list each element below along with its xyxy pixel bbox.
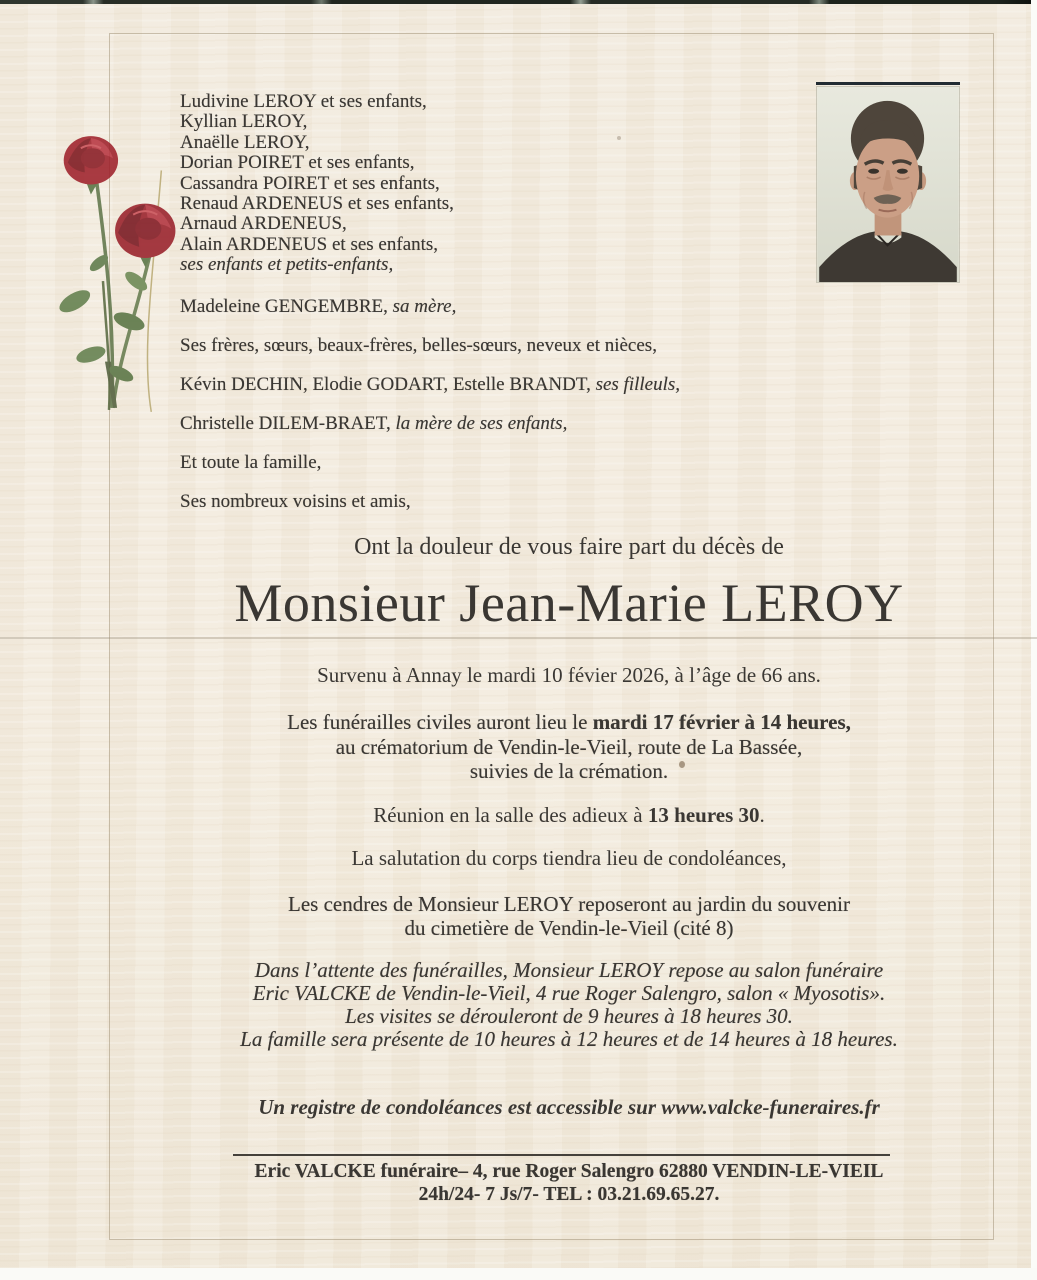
viewing-line: Les visites se dérouleront de 9 heures à 18 heures 30. <box>345 1004 793 1028</box>
scan-top-edge-artifact <box>0 0 1037 4</box>
funeral-home-footer <box>140 1160 998 1206</box>
relative-name: Madeleine GENGEMBRE, <box>180 296 393 317</box>
relative-role: ses filleuls, <box>595 374 681 395</box>
deceased-portrait-photo <box>816 82 960 283</box>
family-children-list <box>180 92 454 276</box>
condolence-register-line: Un registre de condoléances est accessible sur www.valcke-funeraires.fr <box>258 1095 880 1119</box>
scan-right-edge <box>1031 0 1037 1280</box>
relative-line <box>180 413 680 434</box>
relative-line <box>180 452 680 473</box>
funeral-line: au crématorium de Vendin-le-Vieil, route de La Bassée, <box>335 734 803 759</box>
announcement-intro: Ont la douleur de vous faire part du décès de <box>354 534 784 560</box>
mourner-line: Arnaud ARDENEUS, <box>180 213 347 235</box>
mourner-line: Ludivine LEROY et ses enfants, <box>180 91 427 112</box>
fold-crease-line <box>0 637 1037 639</box>
salutation-line: La salutation du corps tiendra lieu de condoléances, <box>351 846 787 870</box>
reunion-line: Réunion en la salle des adieux à 13 heures 30. <box>373 803 765 827</box>
mourner-line: Dorian POIRET et ses enfants, <box>180 152 415 174</box>
viewing-line: La famille sera présente de 10 heures à 12 heures et de 14 heures à 18 heures. <box>240 1027 898 1051</box>
viewing-line: Eric VALCKE de Vendin-le-Vieil, 4 rue Roger Salengro, salon « Myosotis». <box>252 981 886 1005</box>
viewing-line: Dans l’attente des funérailles, Monsieur LEROY repose au salon funéraire <box>254 958 884 982</box>
relative-line <box>180 374 680 395</box>
mourner-line: Kyllian LEROY, <box>180 111 308 133</box>
photo-top-line <box>816 82 960 85</box>
relative-name: Kévin DECHIN, Elodie GODART, Estelle BRANDT, <box>180 374 596 395</box>
relative-role: la mère de ses enfants, <box>395 413 568 434</box>
mourner-line: Cassandra POIRET et ses enfants, <box>180 172 440 194</box>
mourner-line: Anaëlle LEROY, <box>180 131 310 153</box>
roses-image <box>32 110 184 422</box>
ashes-line: Les cendres de Monsieur LEROY reposeront au jardin du souvenir <box>288 892 850 916</box>
relative-line <box>180 491 680 512</box>
death-date-line: Survenu à Annay le mardi 10 févier 2026, à l’âge de 66 ans. <box>317 663 821 687</box>
funeral-line: Les funérailles civiles auront lieu le mardi 17 février à 14 heures, <box>287 710 851 734</box>
relative-line <box>180 296 680 317</box>
mourner-line: Renaud ARDENEUS et ses enfants, <box>180 193 454 215</box>
viewing-details <box>140 959 998 1051</box>
relative-role: sa mère, <box>392 296 457 317</box>
funeral-home-address: Eric VALCKE funéraire– 4, rue Roger Salengro 62880 VENDIN-LE-VIEIL <box>254 1161 884 1182</box>
funeral-datetime: mardi 17 février à 14 heures, <box>592 710 851 734</box>
reunion-time: 13 heures 30 <box>647 803 760 827</box>
scan-speck <box>617 136 621 140</box>
funeral-details <box>140 710 998 784</box>
ashes-line: du cimetière de Vendin-le-Vieil (cité 8) <box>404 915 734 940</box>
scan-bottom-edge <box>0 1268 1037 1280</box>
relative-name: Ses frères, sœurs, beaux-frères, belles-sœurs, neveux et nièces, <box>180 335 657 356</box>
relative-name: Ses nombreux voisins et amis, <box>180 491 411 512</box>
mourner-line: Alain ARDENEUS et ses enfants, <box>180 233 439 255</box>
mourner-line-italic: ses enfants et petits-enfants, <box>180 254 394 276</box>
relative-line <box>180 335 680 356</box>
funeral-line: suivies de la crémation. <box>469 759 669 783</box>
ashes-details <box>140 893 998 940</box>
portrait-illustration <box>816 86 960 283</box>
relative-name: Christelle DILEM-BRAET, <box>180 413 396 434</box>
relative-name: Et toute la famille, <box>180 452 322 473</box>
funeral-home-phone: 24h/24- 7 Js/7- TEL : 03.21.69.65.27. <box>418 1184 720 1205</box>
deceased-name-title: Monsieur Jean-Marie LEROY <box>234 573 904 633</box>
footer-divider <box>233 1154 890 1156</box>
relatives-list <box>180 296 680 530</box>
